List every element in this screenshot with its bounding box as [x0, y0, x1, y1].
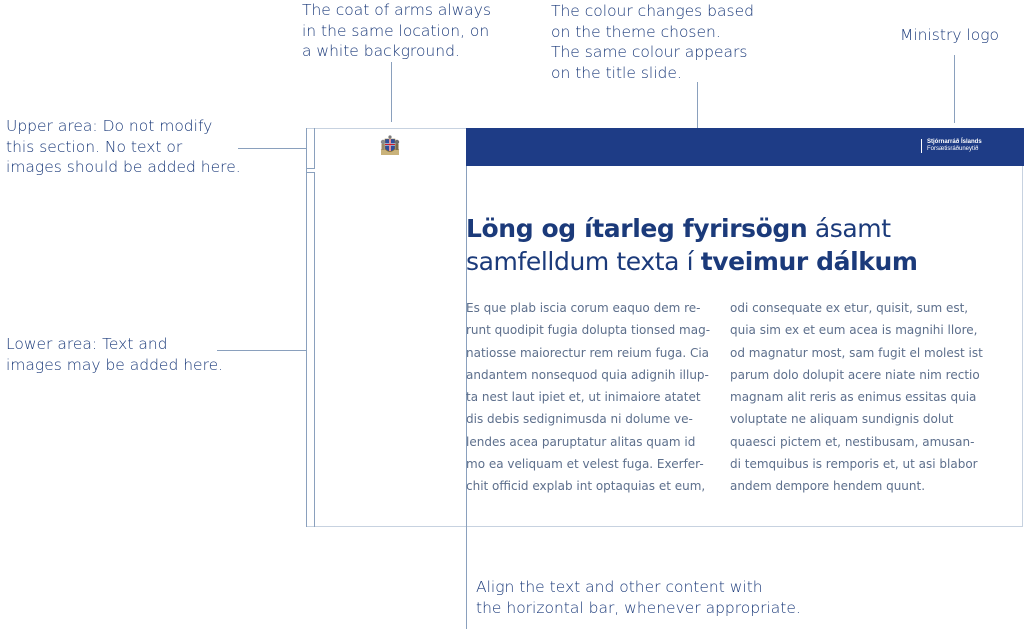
lower-area-bracket-top	[306, 172, 315, 173]
leader-colour	[697, 82, 698, 128]
lower-area-bracket	[314, 172, 315, 527]
coat-of-arms-icon	[379, 135, 401, 159]
leader-lower-area	[217, 350, 306, 351]
title-bold-part4: tveimur dálkum	[700, 247, 918, 276]
leader-coat-of-arms	[391, 62, 392, 122]
text-column-left: Es que plab iscia corum eaquo dem re- runt quodipit fugia dolupta tionsed mag- natiosse maiorectur rem reium fuga. Cia andantem nonsequod quia adignih illup- ta nest laut ipiet et, ut inimaiore atatet dis debis sedignimusda ni dolume ve- lendes acea paruptatur alitas quam id mo ea veliquam et velest fuga. Exerfer- chit officid explab int optaquias et eum,	[466, 301, 711, 494]
annotation-ministry-logo: Ministry logo	[900, 26, 1000, 44]
upper-area-bracket	[314, 128, 315, 168]
area-bracket-outer	[306, 128, 307, 527]
title-bold-part1: Löng og ítarleg fyrirsögn	[466, 214, 808, 243]
upper-area-bracket-bottom	[306, 168, 315, 169]
title-light-part3: samfelldum texta í	[466, 247, 701, 276]
ministry-logo-line2: Forsætisráðuneytið	[927, 146, 979, 152]
leader-ministry-logo	[954, 55, 955, 123]
slide-title	[466, 212, 918, 278]
annotation-colour: The colour changes based on the theme chosen. The same colour appears on the title slide.	[551, 2, 754, 82]
annotation-coat-of-arms: The coat of arms always in the same location, on a white background.	[302, 1, 492, 60]
title-light-part2: ásamt	[807, 214, 891, 243]
annotation-lower-area: Lower area: Text and images may be added here.	[6, 335, 224, 374]
ministry-logo-line1: Stjórnarráð Íslands	[927, 139, 982, 145]
text-column-right: odi consequate ex etur, quisit, sum est, quia sim ex et eum acea is magnihi llore, od magnatur most, sam fugit el molest ist parum dolo dolupit acere niate nim rectio magnam alit reris as enimus essitas quia voluptate ne aliquam sundignis dolut quaesci pictem et, nestibusam, amusan- di temquibus is remporis et, ut asi blabor andem dempore hendem quunt.	[730, 301, 983, 494]
annotation-upper-area: Upper area: Do not modify this section. No text or images should be added here.	[6, 117, 241, 176]
ministry-logo	[921, 139, 982, 153]
annotation-align: Align the text and other content with the horizontal bar, whenever appropriate.	[476, 578, 801, 617]
leader-upper-area	[238, 148, 306, 149]
